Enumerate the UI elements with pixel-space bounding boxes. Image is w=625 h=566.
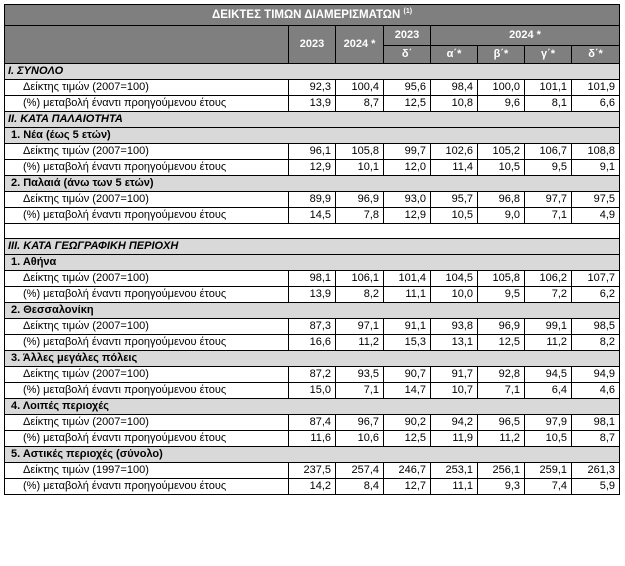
value-cell: 10,6 bbox=[336, 431, 384, 447]
value-cell: 9,5 bbox=[478, 287, 525, 303]
value-cell: 11,2 bbox=[525, 335, 572, 351]
value-cell: 99,1 bbox=[525, 319, 572, 335]
value-cell: 12,7 bbox=[384, 479, 431, 495]
value-cell: 97,7 bbox=[525, 192, 572, 208]
value-cell: 98,1 bbox=[289, 271, 336, 287]
table-title-row bbox=[5, 5, 620, 26]
row-label: (%) μεταβολή έναντι προηγούμενου έτους bbox=[5, 287, 289, 303]
table-row bbox=[5, 383, 620, 399]
value-cell: 246,7 bbox=[384, 463, 431, 479]
section-header-row bbox=[5, 112, 620, 128]
value-cell: 96,9 bbox=[336, 192, 384, 208]
value-cell: 6,2 bbox=[572, 287, 620, 303]
value-cell: 90,2 bbox=[384, 415, 431, 431]
value-cell: 104,5 bbox=[431, 271, 478, 287]
value-cell: 100,4 bbox=[336, 80, 384, 96]
table-row bbox=[5, 80, 620, 96]
header-quarter: α΄* bbox=[431, 46, 478, 64]
header-row-years bbox=[5, 26, 620, 46]
value-cell: 10,5 bbox=[431, 208, 478, 224]
group-header-row bbox=[5, 255, 620, 271]
row-label: (%) μεταβολή έναντι προηγούμενου έτους bbox=[5, 479, 289, 495]
value-cell: 7,8 bbox=[336, 208, 384, 224]
value-cell: 89,9 bbox=[289, 192, 336, 208]
group-title: 2. Παλαιά (άνω των 5 ετών) bbox=[5, 176, 620, 192]
value-cell: 97,5 bbox=[572, 192, 620, 208]
table-row bbox=[5, 271, 620, 287]
value-cell: 107,7 bbox=[572, 271, 620, 287]
table-row bbox=[5, 479, 620, 495]
table-row bbox=[5, 367, 620, 383]
value-cell: 99,7 bbox=[384, 144, 431, 160]
value-cell: 100,0 bbox=[478, 80, 525, 96]
section-header-row bbox=[5, 64, 620, 80]
value-cell: 7,1 bbox=[525, 208, 572, 224]
value-cell: 101,1 bbox=[525, 80, 572, 96]
table-row bbox=[5, 144, 620, 160]
value-cell: 6,6 bbox=[572, 96, 620, 112]
title-footnote-marker: (1) bbox=[403, 8, 413, 16]
value-cell: 96,9 bbox=[478, 319, 525, 335]
value-cell: 257,4 bbox=[336, 463, 384, 479]
header-year-2024: 2024 * bbox=[336, 26, 384, 64]
value-cell: 9,1 bbox=[572, 160, 620, 176]
value-cell: 98,4 bbox=[431, 80, 478, 96]
value-cell: 9,5 bbox=[525, 160, 572, 176]
row-label: (%) μεταβολή έναντι προηγούμενου έτους bbox=[5, 431, 289, 447]
value-cell: 96,7 bbox=[336, 415, 384, 431]
value-cell: 14,2 bbox=[289, 479, 336, 495]
value-cell: 7,1 bbox=[336, 383, 384, 399]
spacer-cell bbox=[5, 224, 620, 239]
value-cell: 87,4 bbox=[289, 415, 336, 431]
value-cell: 237,5 bbox=[289, 463, 336, 479]
value-cell: 14,7 bbox=[384, 383, 431, 399]
value-cell: 11,4 bbox=[431, 160, 478, 176]
value-cell: 93,0 bbox=[384, 192, 431, 208]
section-title: ΙΙΙ. ΚΑΤΑ ΓΕΩΓΡΑΦΙΚΗ ΠΕΡΙΟΧΗ bbox=[5, 239, 620, 255]
value-cell: 10,0 bbox=[431, 287, 478, 303]
row-label: Δείκτης τιμών (2007=100) bbox=[5, 271, 289, 287]
value-cell: 15,0 bbox=[289, 383, 336, 399]
row-label: Δείκτης τιμών (2007=100) bbox=[5, 319, 289, 335]
value-cell: 91,7 bbox=[431, 367, 478, 383]
value-cell: 261,3 bbox=[572, 463, 620, 479]
header-quarter: δ΄* bbox=[572, 46, 620, 64]
table-row bbox=[5, 192, 620, 208]
group-header-row bbox=[5, 128, 620, 144]
header-quarter-year-2024: 2024 * bbox=[431, 26, 620, 46]
value-cell: 10,5 bbox=[478, 160, 525, 176]
price-index-table bbox=[4, 4, 620, 495]
group-title: 1. Αθήνα bbox=[5, 255, 620, 271]
table-row bbox=[5, 319, 620, 335]
table-row bbox=[5, 96, 620, 112]
value-cell: 105,8 bbox=[478, 271, 525, 287]
value-cell: 11,2 bbox=[478, 431, 525, 447]
value-cell: 10,7 bbox=[431, 383, 478, 399]
header-quarter-year-2023: 2023 bbox=[384, 26, 431, 46]
value-cell: 98,5 bbox=[572, 319, 620, 335]
group-header-row bbox=[5, 351, 620, 367]
value-cell: 97,9 bbox=[525, 415, 572, 431]
header-label-cell bbox=[5, 26, 289, 64]
value-cell: 12,9 bbox=[289, 160, 336, 176]
table-row bbox=[5, 335, 620, 351]
row-label: (%) μεταβολή έναντι προηγούμενου έτους bbox=[5, 96, 289, 112]
group-header-row bbox=[5, 447, 620, 463]
value-cell: 11,1 bbox=[384, 287, 431, 303]
value-cell: 12,5 bbox=[384, 96, 431, 112]
row-label: Δείκτης τιμών (2007=100) bbox=[5, 144, 289, 160]
header-year-2023: 2023 bbox=[289, 26, 336, 64]
value-cell: 106,1 bbox=[336, 271, 384, 287]
value-cell: 106,2 bbox=[525, 271, 572, 287]
value-cell: 8,2 bbox=[572, 335, 620, 351]
value-cell: 4,9 bbox=[572, 208, 620, 224]
table-row bbox=[5, 431, 620, 447]
value-cell: 97,1 bbox=[336, 319, 384, 335]
value-cell: 102,6 bbox=[431, 144, 478, 160]
row-label: (%) μεταβολή έναντι προηγούμενου έτους bbox=[5, 160, 289, 176]
table-row bbox=[5, 208, 620, 224]
value-cell: 14,5 bbox=[289, 208, 336, 224]
header-quarter: γ΄* bbox=[525, 46, 572, 64]
value-cell: 9,0 bbox=[478, 208, 525, 224]
value-cell: 4,6 bbox=[572, 383, 620, 399]
value-cell: 10,5 bbox=[525, 431, 572, 447]
value-cell: 101,4 bbox=[384, 271, 431, 287]
value-cell: 16,6 bbox=[289, 335, 336, 351]
value-cell: 96,8 bbox=[478, 192, 525, 208]
table-row bbox=[5, 160, 620, 176]
value-cell: 256,1 bbox=[478, 463, 525, 479]
value-cell: 94,5 bbox=[525, 367, 572, 383]
table-row bbox=[5, 287, 620, 303]
value-cell: 10,1 bbox=[336, 160, 384, 176]
value-cell: 87,2 bbox=[289, 367, 336, 383]
value-cell: 101,9 bbox=[572, 80, 620, 96]
value-cell: 8,7 bbox=[336, 96, 384, 112]
value-cell: 93,8 bbox=[431, 319, 478, 335]
spacer-row bbox=[5, 224, 620, 239]
group-header-row bbox=[5, 399, 620, 415]
group-title: 3. Άλλες μεγάλες πόλεις bbox=[5, 351, 620, 367]
value-cell: 6,4 bbox=[525, 383, 572, 399]
table-title-text: ΔΕΙΚΤΕΣ ΤΙΜΩΝ ΔΙΑΜΕΡΙΣΜΑΤΩΝ bbox=[211, 9, 401, 21]
row-label: Δείκτης τιμών (2007=100) bbox=[5, 415, 289, 431]
row-label: (%) μεταβολή έναντι προηγούμενου έτους bbox=[5, 335, 289, 351]
value-cell: 13,9 bbox=[289, 287, 336, 303]
group-title: 1. Νέα (έως 5 ετών) bbox=[5, 128, 620, 144]
value-cell: 10,8 bbox=[431, 96, 478, 112]
group-title: 4. Λοιπές περιοχές bbox=[5, 399, 620, 415]
value-cell: 94,2 bbox=[431, 415, 478, 431]
value-cell: 7,1 bbox=[478, 383, 525, 399]
value-cell: 108,8 bbox=[572, 144, 620, 160]
value-cell: 95,6 bbox=[384, 80, 431, 96]
section-title: Ι. ΣΥΝΟΛΟ bbox=[5, 64, 620, 80]
value-cell: 106,7 bbox=[525, 144, 572, 160]
value-cell: 12,5 bbox=[478, 335, 525, 351]
table-title bbox=[5, 5, 620, 26]
row-label: (%) μεταβολή έναντι προηγούμενου έτους bbox=[5, 208, 289, 224]
value-cell: 5,9 bbox=[572, 479, 620, 495]
row-label: Δείκτης τιμών (2007=100) bbox=[5, 367, 289, 383]
table-body bbox=[5, 64, 620, 495]
value-cell: 9,6 bbox=[478, 96, 525, 112]
value-cell: 8,2 bbox=[336, 287, 384, 303]
section-header-row bbox=[5, 239, 620, 255]
value-cell: 7,4 bbox=[525, 479, 572, 495]
value-cell: 8,1 bbox=[525, 96, 572, 112]
value-cell: 7,2 bbox=[525, 287, 572, 303]
value-cell: 90,7 bbox=[384, 367, 431, 383]
table-row bbox=[5, 463, 620, 479]
group-header-row bbox=[5, 176, 620, 192]
group-title: 5. Αστικές περιοχές (σύνολο) bbox=[5, 447, 620, 463]
row-label: Δείκτης τιμών (2007=100) bbox=[5, 80, 289, 96]
value-cell: 11,6 bbox=[289, 431, 336, 447]
value-cell: 11,9 bbox=[431, 431, 478, 447]
value-cell: 92,8 bbox=[478, 367, 525, 383]
group-title: 2. Θεσσαλονίκη bbox=[5, 303, 620, 319]
value-cell: 96,5 bbox=[478, 415, 525, 431]
row-label: (%) μεταβολή έναντι προηγούμενου έτους bbox=[5, 383, 289, 399]
value-cell: 93,5 bbox=[336, 367, 384, 383]
header-quarter: β΄* bbox=[478, 46, 525, 64]
value-cell: 96,1 bbox=[289, 144, 336, 160]
value-cell: 12,0 bbox=[384, 160, 431, 176]
value-cell: 105,8 bbox=[336, 144, 384, 160]
value-cell: 87,3 bbox=[289, 319, 336, 335]
value-cell: 9,3 bbox=[478, 479, 525, 495]
value-cell: 92,3 bbox=[289, 80, 336, 96]
value-cell: 8,7 bbox=[572, 431, 620, 447]
group-header-row bbox=[5, 303, 620, 319]
row-label: Δείκτης τιμών (1997=100) bbox=[5, 463, 289, 479]
value-cell: 13,1 bbox=[431, 335, 478, 351]
section-title: ΙΙ. ΚΑΤΑ ΠΑΛΑΙΟΤΗΤΑ bbox=[5, 112, 620, 128]
value-cell: 11,1 bbox=[431, 479, 478, 495]
value-cell: 12,5 bbox=[384, 431, 431, 447]
value-cell: 11,2 bbox=[336, 335, 384, 351]
row-label: Δείκτης τιμών (2007=100) bbox=[5, 192, 289, 208]
value-cell: 259,1 bbox=[525, 463, 572, 479]
value-cell: 8,4 bbox=[336, 479, 384, 495]
value-cell: 98,1 bbox=[572, 415, 620, 431]
value-cell: 91,1 bbox=[384, 319, 431, 335]
table-row bbox=[5, 415, 620, 431]
price-index-sheet bbox=[4, 4, 619, 495]
value-cell: 105,2 bbox=[478, 144, 525, 160]
value-cell: 94,9 bbox=[572, 367, 620, 383]
value-cell: 95,7 bbox=[431, 192, 478, 208]
value-cell: 12,9 bbox=[384, 208, 431, 224]
header-quarter: δ΄ bbox=[384, 46, 431, 64]
value-cell: 13,9 bbox=[289, 96, 336, 112]
value-cell: 253,1 bbox=[431, 463, 478, 479]
value-cell: 15,3 bbox=[384, 335, 431, 351]
